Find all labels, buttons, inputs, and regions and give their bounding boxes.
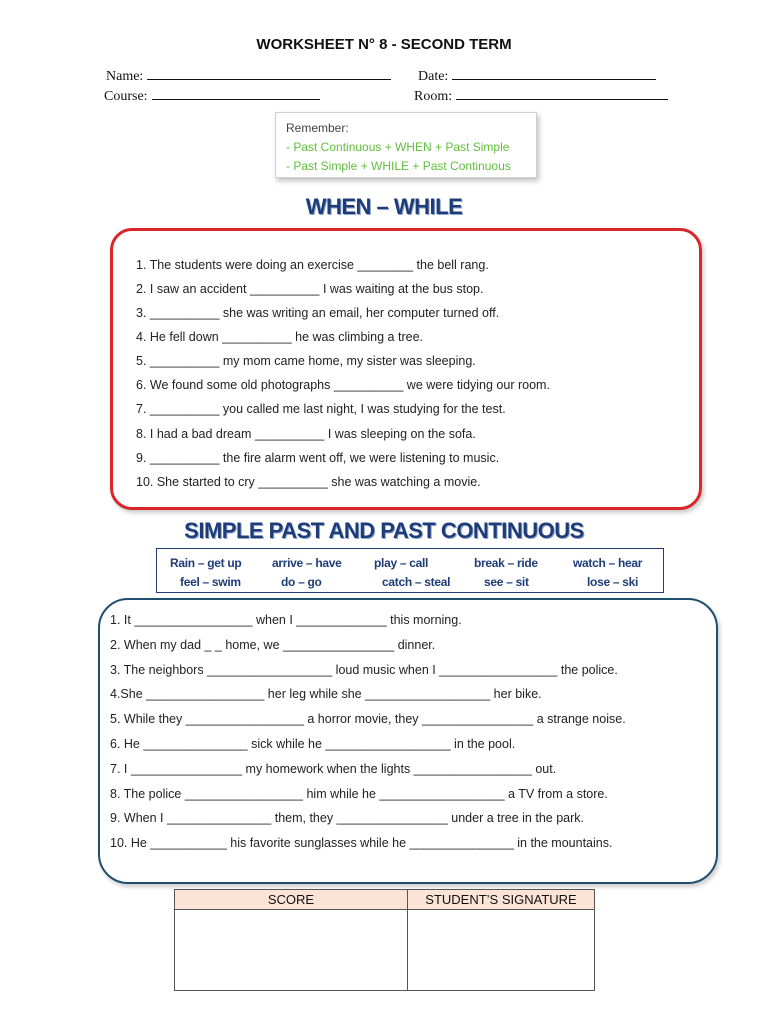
score-cell[interactable] [175, 910, 408, 991]
date-field[interactable] [418, 67, 656, 85]
name-label: Name: [106, 69, 144, 84]
word-bank-item: lose – ski [587, 575, 639, 589]
exercise-2-item: 5. While they _________________ a horror movie, they ________________ a strange noise. [110, 712, 626, 726]
exercise-1-item: 9. __________ the fire alarm went off, we were listening to music. [136, 451, 500, 465]
exercise-2-item: 10. He ___________ his favorite sunglasses while he _______________ in the mountains. [110, 836, 613, 850]
word-bank-item: Rain – get up [170, 556, 242, 570]
word-bank-item: see – sit [484, 575, 529, 589]
exercise-2-item: 6. He _______________ sick while he __________________ in the pool. [110, 737, 516, 751]
room-label: Room: [414, 89, 453, 104]
exercise-1-item: 5. __________ my mom came home, my sister was sleeping. [136, 354, 476, 368]
word-bank-item: do – go [281, 575, 322, 589]
name-line[interactable] [147, 67, 391, 80]
course-line[interactable] [152, 87, 320, 100]
exercise-2-item: 4.She _________________ her leg while she __________________ her bike. [110, 687, 542, 701]
exercise-1-item: 8. I had a bad dream __________ I was sleeping on the sofa. [136, 427, 476, 441]
room-line[interactable] [456, 87, 668, 100]
signature-header: STUDENT’S SIGNATURE [408, 890, 595, 910]
word-bank-item: break – ride [474, 556, 538, 570]
word-bank-item: watch – hear [573, 556, 643, 570]
exercise-2-item: 8. The police _________________ him while he __________________ a TV from a store. [110, 787, 608, 801]
section-2-title: SIMPLE PAST AND PAST CONTINUOUS [184, 518, 584, 543]
score-table [174, 889, 595, 991]
remember-box [275, 112, 537, 178]
word-bank-item: feel – swim [180, 575, 241, 589]
exercise-1-item: 6. We found some old photographs __________ we were tidying our room. [136, 378, 550, 392]
section-1-title: WHEN – WHILE [305, 194, 463, 219]
exercise-2-item: 3. The neighbors __________________ loud music when I _________________ the police. [110, 663, 618, 677]
name-field[interactable] [106, 67, 391, 85]
date-line[interactable] [452, 67, 656, 80]
exercise-1-item: 2. I saw an accident __________ I was waiting at the bus stop. [136, 282, 484, 296]
word-bank-item: catch – steal [382, 575, 451, 589]
worksheet-title: WORKSHEET N° 8 - SECOND TERM [256, 36, 512, 53]
signature-cell[interactable] [408, 910, 595, 991]
exercise-1-item: 7. __________ you called me last night, I was studying for the test. [136, 402, 506, 416]
exercise-1-item: 1. The students were doing an exercise ________ the bell rang. [136, 258, 489, 272]
remember-rule-2: - Past Simple + WHILE + Past Continuous [286, 159, 511, 173]
remember-rule-1: - Past Continuous + WHEN + Past Simple [286, 140, 510, 154]
word-bank-item: play – call [374, 556, 429, 570]
course-field[interactable] [104, 87, 320, 105]
exercise-1-item: 3. __________ she was writing an email, her computer turned off. [136, 306, 500, 320]
exercise-2-item: 2. When my dad _ _ home, we ________________ dinner. [110, 638, 436, 652]
word-bank-item: arrive – have [272, 556, 342, 570]
exercise-2-item: 9. When I _______________ them, they ________________ under a tree in the park. [110, 811, 584, 825]
exercise-1-item: 10. She started to cry __________ she was watching a movie. [136, 475, 481, 489]
exercise-1-item: 4. He fell down __________ he was climbing a tree. [136, 330, 423, 344]
remember-heading: Remember: [286, 121, 349, 135]
course-label: Course: [104, 89, 148, 104]
room-field[interactable] [414, 87, 668, 105]
score-header: SCORE [175, 890, 408, 910]
date-label: Date: [418, 69, 449, 84]
exercise-2-item: 1. It _________________ when I _____________ this morning. [110, 613, 462, 627]
exercise-2-item: 7. I ________________ my homework when the lights _________________ out. [110, 762, 557, 776]
